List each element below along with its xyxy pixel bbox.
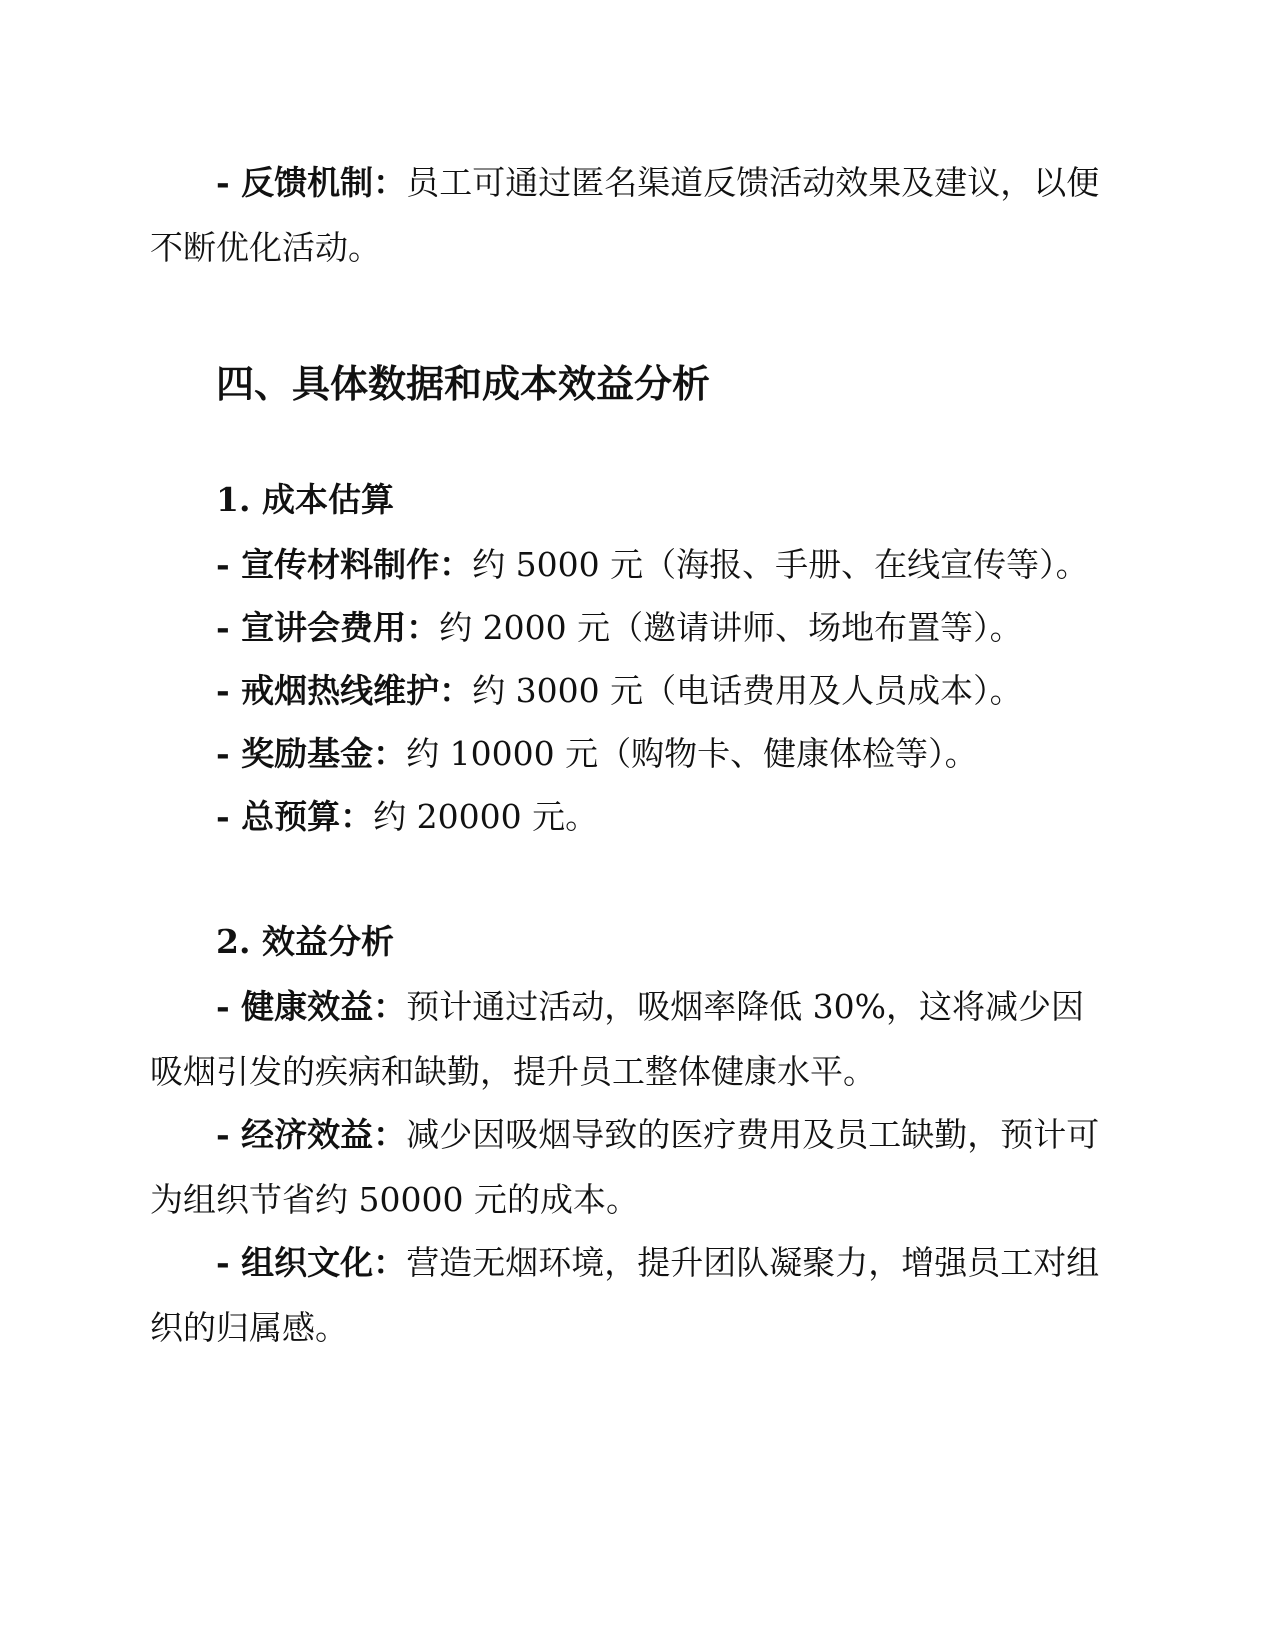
cost-item-label: - 奖励基金： — [216, 734, 407, 773]
feedback-text: 员工可通过匿名渠道反馈活动效果及建议，以便不断优化活动。 — [150, 163, 1100, 267]
cost-item-text: 约 10000 元（购物卡、健康体检等）。 — [406, 734, 978, 773]
benefit-item-text: 营造无烟环境，提升团队凝聚力，增强员工对组织的归属感。 — [150, 1243, 1100, 1347]
cost-item-text: 约 5000 元（海报、手册、在线宣传等）。 — [472, 545, 1089, 584]
cost-item-total — [216, 784, 598, 849]
benefit-economic — [150, 1102, 1100, 1232]
cost-item-label: - 宣讲会费用： — [216, 608, 440, 647]
cost-item-promo — [216, 532, 1089, 597]
benefit-item-label: - 经济效益： — [216, 1115, 407, 1154]
benefit-item-text: 预计通过活动，吸烟率降低 30%，这将减少因吸烟引发的疾病和缺勤，提升员工整体健康水平。 — [150, 987, 1085, 1091]
benefit-item-label: - 健康效益： — [216, 987, 407, 1026]
benefit-item-text: 减少因吸烟导致的医疗费用及员工缺勤，预计可为组织节省约 50000 元的成本。 — [150, 1115, 1100, 1219]
benefit-item-label: - 组织文化： — [216, 1243, 407, 1282]
feedback-label: - 反馈机制： — [216, 163, 407, 202]
benefit-heading: 2. 效益分析 — [216, 922, 394, 961]
benefit-culture — [150, 1230, 1100, 1360]
cost-item-label: - 总预算： — [216, 797, 374, 836]
feedback-paragraph — [150, 150, 1100, 280]
cost-heading: 1. 成本估算 — [216, 480, 394, 519]
cost-item-label: - 宣传材料制作： — [216, 545, 473, 584]
cost-item-label: - 戒烟热线维护： — [216, 671, 473, 710]
cost-item-text: 约 3000 元（电话费用及人员成本）。 — [472, 671, 1023, 710]
benefit-health — [150, 974, 1100, 1104]
cost-item-hotline — [216, 658, 1023, 723]
cost-item-seminar — [216, 595, 1023, 660]
cost-item-text: 约 2000 元（邀请讲师、场地布置等）。 — [439, 608, 1023, 647]
cost-item-reward — [216, 721, 978, 786]
cost-item-text: 约 20000 元。 — [373, 797, 599, 836]
section-heading: 四、具体数据和成本效益分析 — [216, 362, 711, 406]
